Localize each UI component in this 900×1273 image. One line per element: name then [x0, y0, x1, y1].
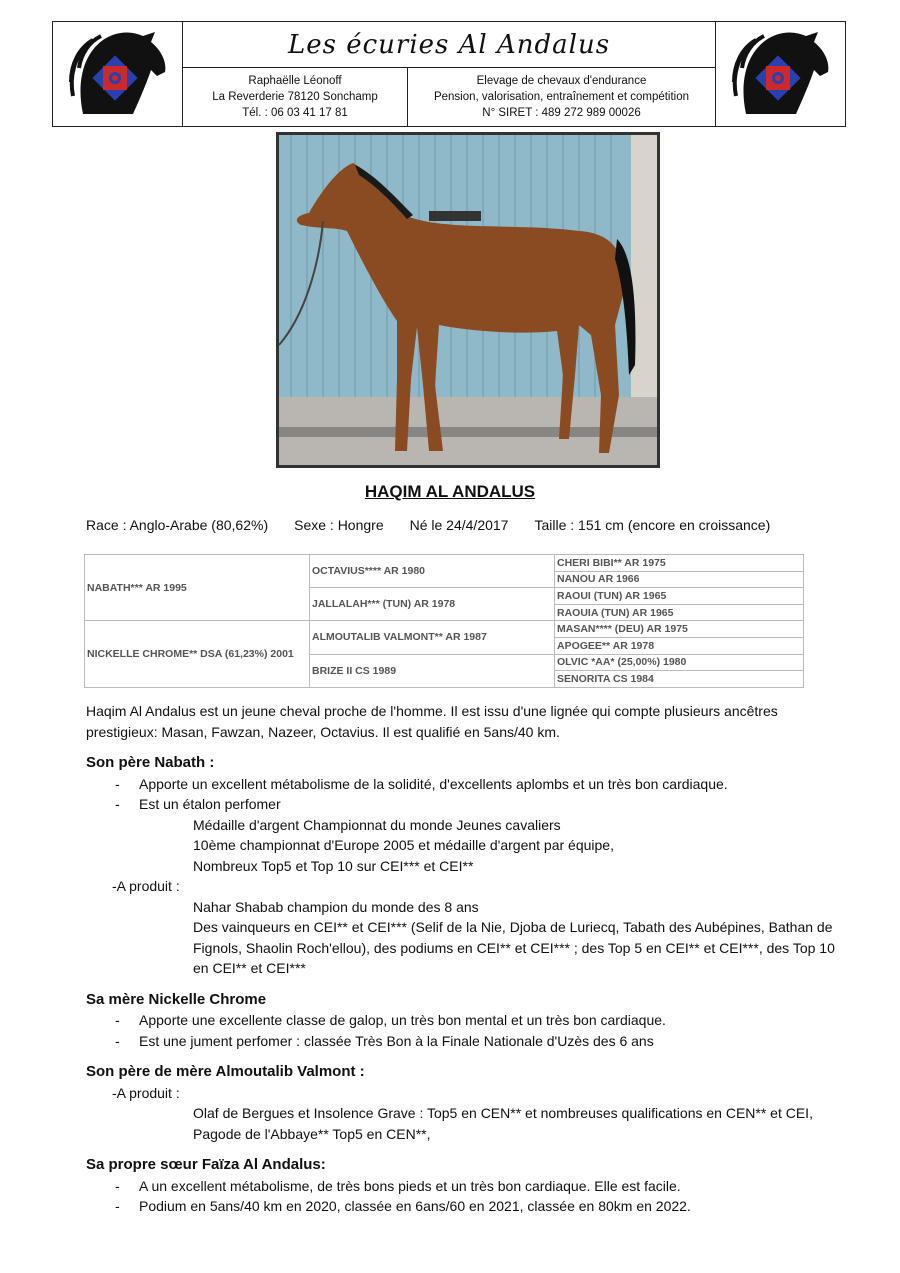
- produced-label: -A produit :: [112, 1084, 180, 1101]
- list-item: - Est une jument perfomer : classée Très Bon à la Finale Nationale d'Uzès des 6 ans: [115, 1032, 654, 1049]
- dam-heading: Sa mère Nickelle Chrome: [86, 990, 267, 1008]
- pedigree-gg-4: RAOUIA (TUN) AR 1965: [555, 604, 804, 621]
- pedigree-dam-dam: BRIZE II CS 1989: [310, 654, 555, 687]
- pedigree-dam-sire: ALMOUTALIB VALMONT** AR 1987: [310, 621, 555, 654]
- result-line: Médaille d'argent Championnat du monde Jeunes cavaliers: [193, 816, 561, 833]
- pedigree-table: [84, 554, 804, 688]
- pedigree-sire-sire: OCTAVIUS**** AR 1980: [310, 555, 555, 588]
- list-item: - Est un étalon perfomer: [115, 796, 281, 812]
- produced-label: -A produit :: [112, 878, 180, 894]
- activity-info: [408, 68, 715, 126]
- result-line: Nombreux Top5 et Top 10 sur CEI*** et CEI**: [193, 857, 474, 874]
- pedigree-sire: NABATH*** AR 1995: [85, 555, 310, 621]
- pedigree-gg-8: SENORITA CS 1984: [555, 671, 804, 688]
- intro-text: Haqim Al Andalus est un jeune cheval proche de l'homme. Il est issu d'une lignée qui compte plusieurs ancêtres prestigieux: Masan, Fawzan, Nazeer, Octavius. Il est qualifié en 5ans/40 km.: [86, 703, 778, 740]
- list-item: - Podium en 5ans/40 km en 2020, classée en 6ans/60 en 2021, classée en 80km en 2022.: [115, 1198, 691, 1214]
- result-line: 10ème championnat d'Europe 2005 et médaille d'argent par équipe,: [193, 837, 614, 853]
- pedigree-dam: NICKELLE CHROME** DSA (61,23%) 2001: [85, 621, 310, 687]
- produced-line: Olaf de Bergues et Insolence Grave : Top5 en CEN** et nombreuses qualifications en CEN** et CEI, Pagode de l'Abbaye** Top5 en CEN**,: [193, 1105, 813, 1142]
- owner-address: La Reverderie 78120 Sonchamp: [212, 91, 378, 103]
- horse-name: HAQIM AL ANDALUS: [364, 482, 536, 501]
- pedigree-gg-7: OLVIC *AA* (25,00%) 1980: [555, 654, 804, 671]
- sire-heading: Son père Nabath :: [86, 754, 215, 771]
- pedigree-gg-3: RAOUI (TUN) AR 1965: [555, 588, 804, 605]
- taille: Taille : 151 cm (encore en croissance): [534, 517, 771, 533]
- description: [86, 701, 848, 1217]
- siret: N° SIRET : 489 272 989 00026: [482, 107, 641, 119]
- horse-photo: [276, 132, 660, 468]
- activity-line2: Pension, valorisation, entraînement et compétition: [433, 91, 690, 103]
- produced-line: Nahar Shabab champion du monde des 8 ans: [193, 898, 479, 915]
- pedigree-gg-5: MASAN**** (DEU) AR 1975: [555, 621, 804, 638]
- pedigree-gg-1: CHERI BIBI** AR 1975: [555, 555, 804, 572]
- list-item: - Apporte une excellente classe de galop, un très bon mental et un très bon cardiaque.: [115, 1012, 666, 1028]
- damsire-heading: Son père de mère Almoutalib Valmont :: [86, 1063, 365, 1080]
- horse-head-logo-icon: [63, 26, 173, 122]
- horse-head-logo-icon: [726, 26, 836, 122]
- list-item: - A un excellent métabolisme, de très bons pieds et un très bon cardiaque. Elle est facile.: [115, 1177, 681, 1194]
- sister-heading: Sa propre sœur Faïza Al Andalus:: [86, 1156, 326, 1173]
- owner-contact: [183, 68, 408, 126]
- birth-date: Né le 24/4/2017: [409, 517, 509, 533]
- logo-left: [53, 22, 183, 126]
- pedigree-gg-6: APOGEE** AR 1978: [555, 637, 804, 654]
- list-item: - Apporte un excellent métabolisme de la solidité, d'excellents aplombs et un très bon cardiaque.: [115, 775, 728, 792]
- pedigree-gg-2: NANOU AR 1966: [555, 571, 804, 588]
- owner-name: Raphaëlle Léonoff: [248, 75, 342, 87]
- produced-line: Des vainqueurs en CEI** et CEI*** (Selif de la Nie, Djoba de Luriecq, Tabath des Aubépines, Bathan de Fignols, Shaolin Roch'ellou), des podiums en CEI** et CEI*** ; des Top 5 en CEI** et CEI***, des Top 10 en CEI** et CEI***: [193, 919, 835, 976]
- horse-facts: [86, 517, 796, 533]
- letterhead: [52, 21, 846, 127]
- race: Race : Anglo-Arabe (80,62%): [86, 517, 269, 533]
- sexe: Sexe : Hongre: [294, 517, 384, 533]
- pedigree-sire-dam: JALLALAH*** (TUN) AR 1978: [310, 588, 555, 621]
- logo-right: [715, 22, 845, 126]
- activity-line1: Elevage de chevaux d'endurance: [476, 75, 647, 87]
- owner-phone: Tél. : 06 03 41 17 81: [242, 107, 348, 119]
- header-title: Les écuries Al Andalus: [183, 22, 715, 68]
